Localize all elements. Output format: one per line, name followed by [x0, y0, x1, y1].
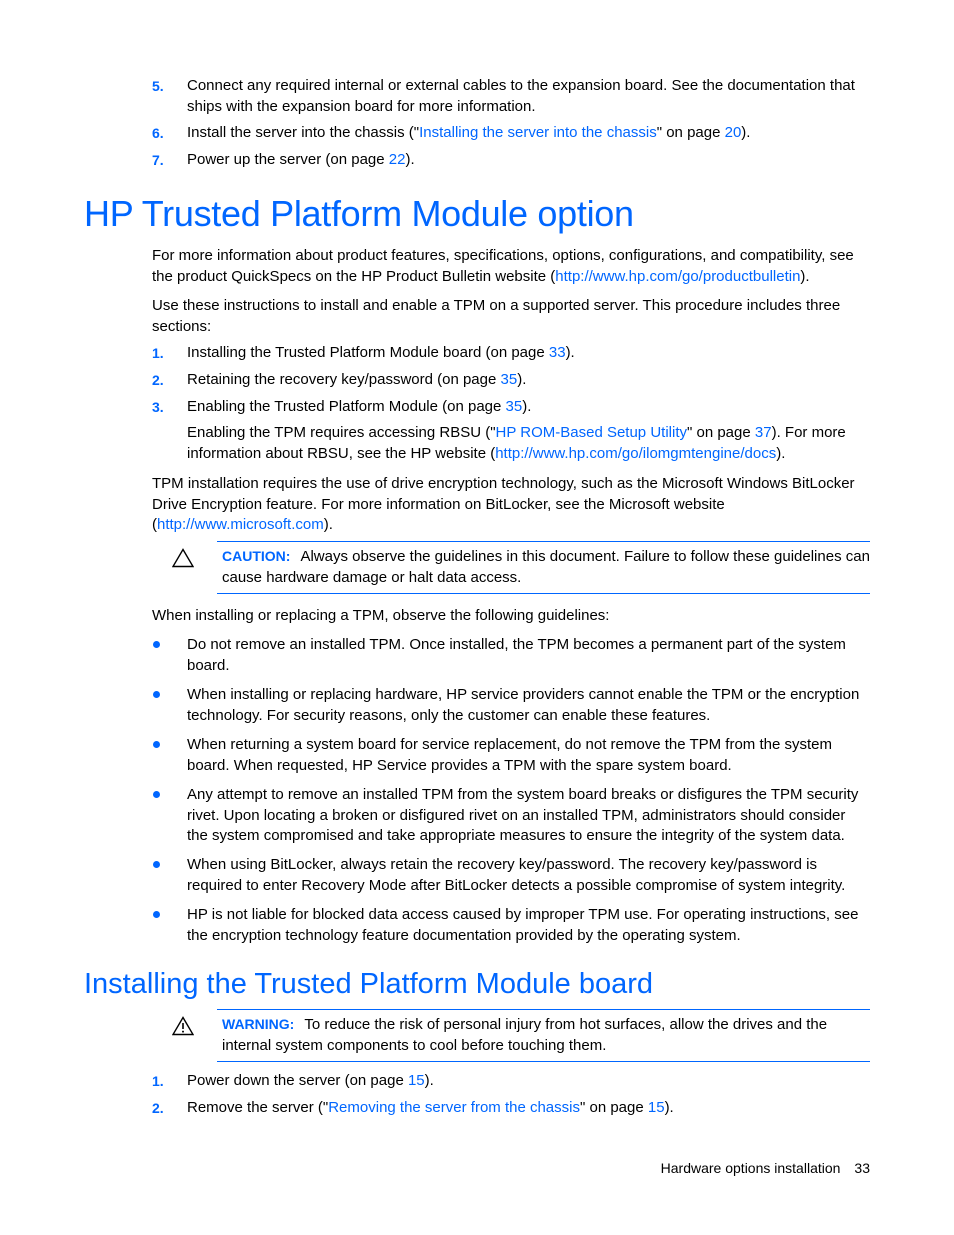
list-item: When installing or replacing hardware, HP service providers cannot enable the TPM or the encryption technology. For security reasons, only the customer can enable these features. [152, 685, 870, 726]
caution-label: CAUTION: [222, 548, 291, 564]
warning-box [217, 1009, 870, 1062]
step-number: 6. [152, 125, 164, 141]
page-link[interactable]: 35 [505, 398, 523, 415]
paragraph-instructions: Use these instructions to install and enable a TPM on a supported server. This procedure includes three sections: [152, 297, 841, 335]
list-item [152, 150, 870, 171]
paragraph-intro: For more information about product features, specifications, options, configurations, and compatibility, see the product QuickSpecs on the HP Product Bulletin website (http://www.hp.com/go/productbulletin). [152, 247, 854, 285]
rbsu-note: Enabling the TPM requires accessing RBSU ("HP ROM-Based Setup Utility" on page 37). For more information about RBSU, see the HP website (http://www.hp.com/go/ilomgmtengine/docs). [187, 424, 846, 462]
page-footer [661, 1158, 870, 1178]
step-text: Enabling the Trusted Platform Module (on page 35). [187, 398, 532, 415]
caution-triangle-icon [172, 548, 194, 568]
bullet-icon [153, 641, 160, 648]
bullet-icon [153, 911, 160, 918]
link-ilomgmtengine[interactable]: http://www.hp.com/go/ilomgmtengine/docs [495, 444, 777, 462]
list-item: Any attempt to remove an installed TPM from the system board breaks or disfigures the TPM security rivet. Upon locating a broken or disfigured rivet on an installed TPM, administrators should consider the system compromised and take appropriate measures to ensure the integrity of the system data. [152, 785, 870, 847]
step-number: 5. [152, 78, 164, 94]
step-number: 7. [152, 152, 164, 168]
step-number: 2. [152, 372, 164, 388]
section-heading: HP Trusted Platform Module option [84, 193, 634, 234]
step-number: 3. [152, 399, 164, 415]
link-installing-server[interactable]: Installing the server into the chassis [419, 124, 657, 141]
list-item: HP is not liable for blocked data access caused by improper TPM use. For operating instructions, see the encryption technology feature documentation provided by the operating system. [152, 905, 870, 946]
page-link[interactable]: 20 [724, 124, 742, 141]
page-number: 33 [854, 1160, 870, 1176]
link-microsoft[interactable]: http://www.microsoft.com [157, 516, 324, 533]
link-productbulletin[interactable]: http://www.hp.com/go/productbulletin [555, 267, 801, 285]
guidelines-intro: When installing or replacing a TPM, observe the following guidelines: [152, 607, 610, 624]
page-link[interactable]: 22 [388, 151, 406, 168]
warning-label: WARNING: [222, 1016, 295, 1032]
list-item [152, 343, 870, 364]
list-item [152, 76, 870, 117]
step-number: 2. [152, 1100, 164, 1116]
caution-box [217, 541, 870, 594]
page-link[interactable]: 15 [647, 1099, 665, 1116]
step-number: 1. [152, 345, 164, 361]
bullet-icon [153, 691, 160, 698]
bullet-icon [153, 741, 160, 748]
warning-text: To reduce the risk of personal injury from hot surfaces, allow the drives and the internal system components to cool before touching them. [222, 1016, 828, 1054]
paragraph-bitlocker: TPM installation requires the use of drive encryption technology, such as the Microsoft Windows BitLocker Drive Encryption feature. For more information on BitLocker, see the Microsoft website (http://www.microsoft.com). [152, 475, 855, 533]
page-link[interactable]: 35 [500, 371, 518, 388]
page-link[interactable]: 33 [548, 344, 566, 361]
footer-section: Hardware options installation [660, 1160, 841, 1176]
list-item: When returning a system board for service replacement, do not remove the TPM from the system board. When requested, HP Service provides a TPM with the spare system board. [152, 735, 870, 776]
link-removing-server[interactable]: Removing the server from the chassis [328, 1099, 580, 1116]
list-item: When using BitLocker, always retain the recovery key/password. The recovery key/password is required to enter Recovery Mode after BitLocker detects a possible compromise of system integrity. [152, 855, 870, 896]
list-item [152, 123, 870, 144]
page-link[interactable]: 37 [754, 424, 772, 441]
warning-triangle-icon [172, 1016, 194, 1036]
list-item [152, 370, 870, 391]
bullet-icon [153, 861, 160, 868]
step-text: Installing the Trusted Platform Module board (on page 33). [187, 344, 575, 361]
list-item: Do not remove an installed TPM. Once installed, the TPM becomes a permanent part of the system board. [152, 635, 870, 676]
step-number: 1. [152, 1073, 164, 1089]
step-text: Retaining the recovery key/password (on page 35). [187, 371, 527, 388]
page-link[interactable]: 15 [407, 1072, 425, 1089]
step-text: Install the server into the chassis ("Installing the server into the chassis" on page 20). [187, 124, 751, 141]
subsection-heading: Installing the Trusted Platform Module board [84, 968, 654, 1000]
step-text: Power down the server (on page 15). [187, 1072, 434, 1089]
list-item [152, 397, 870, 418]
bullet-icon [153, 791, 160, 798]
list-item [152, 1071, 870, 1092]
step-text: Connect any required internal or external cables to the expansion board. See the documentation that ships with the expansion board for more information. [187, 77, 855, 115]
caution-text: Always observe the guidelines in this document. Failure to follow these guidelines can cause hardware damage or halt data access. [222, 548, 870, 586]
link-rbsu[interactable]: HP ROM-Based Setup Utility [495, 424, 687, 441]
list-item [152, 1098, 870, 1119]
step-text: Remove the server ("Removing the server from the chassis" on page 15). [187, 1099, 674, 1116]
step-text: Power up the server (on page 22). [187, 151, 415, 168]
